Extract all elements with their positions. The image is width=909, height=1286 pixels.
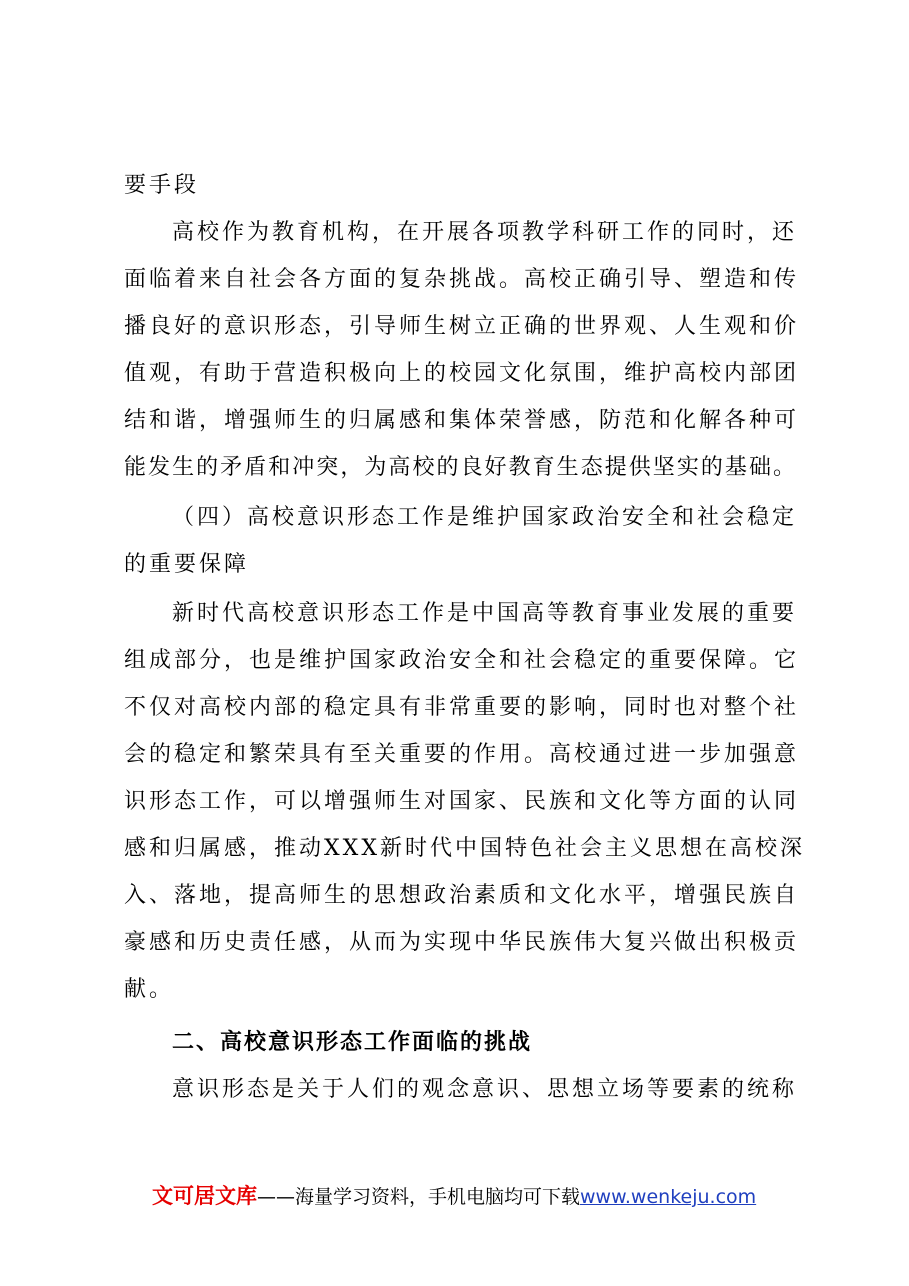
subsection-title: 的重要保障	[124, 552, 250, 577]
paragraph-line: 高校作为教育机构，在开展各项教学科研工作的同时，还	[172, 220, 798, 245]
footer-brand: 文可居文库	[152, 1184, 257, 1208]
footer-link[interactable]: www.wenkeju.com	[580, 1186, 757, 1208]
paragraph-line: 要手段	[124, 173, 200, 198]
footer-slogan: ——海量学习资料，手机电脑均可下载	[257, 1186, 581, 1208]
footer-banner	[152, 1182, 756, 1211]
paragraph-line: 豪感和历史责任感，从而为实现中华民族伟大复兴做出积极贡	[124, 930, 800, 955]
paragraph-line: 感和归属感，推动XXX新时代中国特色社会主义思想在高校深	[124, 836, 805, 861]
paragraph-line: 不仅对高校内部的稳定具有非常重要的影响，同时也对整个社	[124, 695, 800, 720]
paragraph-line: 入、落地，提高师生的思想政治素质和文化水平，增强民族自	[124, 883, 800, 908]
paragraph-line: 结和谐，增强师生的归属感和集体荣誉感，防范和化解各种可	[124, 408, 800, 433]
paragraph-line: 面临着来自社会各方面的复杂挑战。高校正确引导、塑造和传	[124, 267, 800, 292]
subsection-title: （四）高校意识形态工作是维护国家政治安全和社会稳定	[172, 505, 798, 530]
paragraph-line: 献。	[124, 977, 175, 1002]
paragraph-line: 识形态工作，可以增强师生对国家、民族和文化等方面的认同	[124, 789, 800, 814]
paragraph-line: 值观，有助于营造积极向上的校园文化氛围，维护高校内部团	[124, 361, 800, 386]
paragraph-line: 组成部分，也是维护国家政治安全和社会稳定的重要保障。它	[124, 648, 800, 673]
paragraph-line: 会的稳定和繁荣具有至关重要的作用。高校通过进一步加强意	[124, 742, 800, 767]
paragraph-line: 能发生的矛盾和冲突，为高校的良好教育生态提供坚实的基础。	[124, 455, 796, 480]
paragraph-line: 意识形态是关于人们的观念意识、思想立场等要素的统称	[172, 1077, 798, 1102]
paragraph-line: 新时代高校意识形态工作是中国高等教育事业发展的重要	[172, 601, 798, 626]
section-heading: 二、高校意识形态工作面临的挑战	[172, 1030, 533, 1055]
paragraph-line: 播良好的意识形态，引导师生树立正确的世界观、人生观和价	[124, 314, 800, 339]
